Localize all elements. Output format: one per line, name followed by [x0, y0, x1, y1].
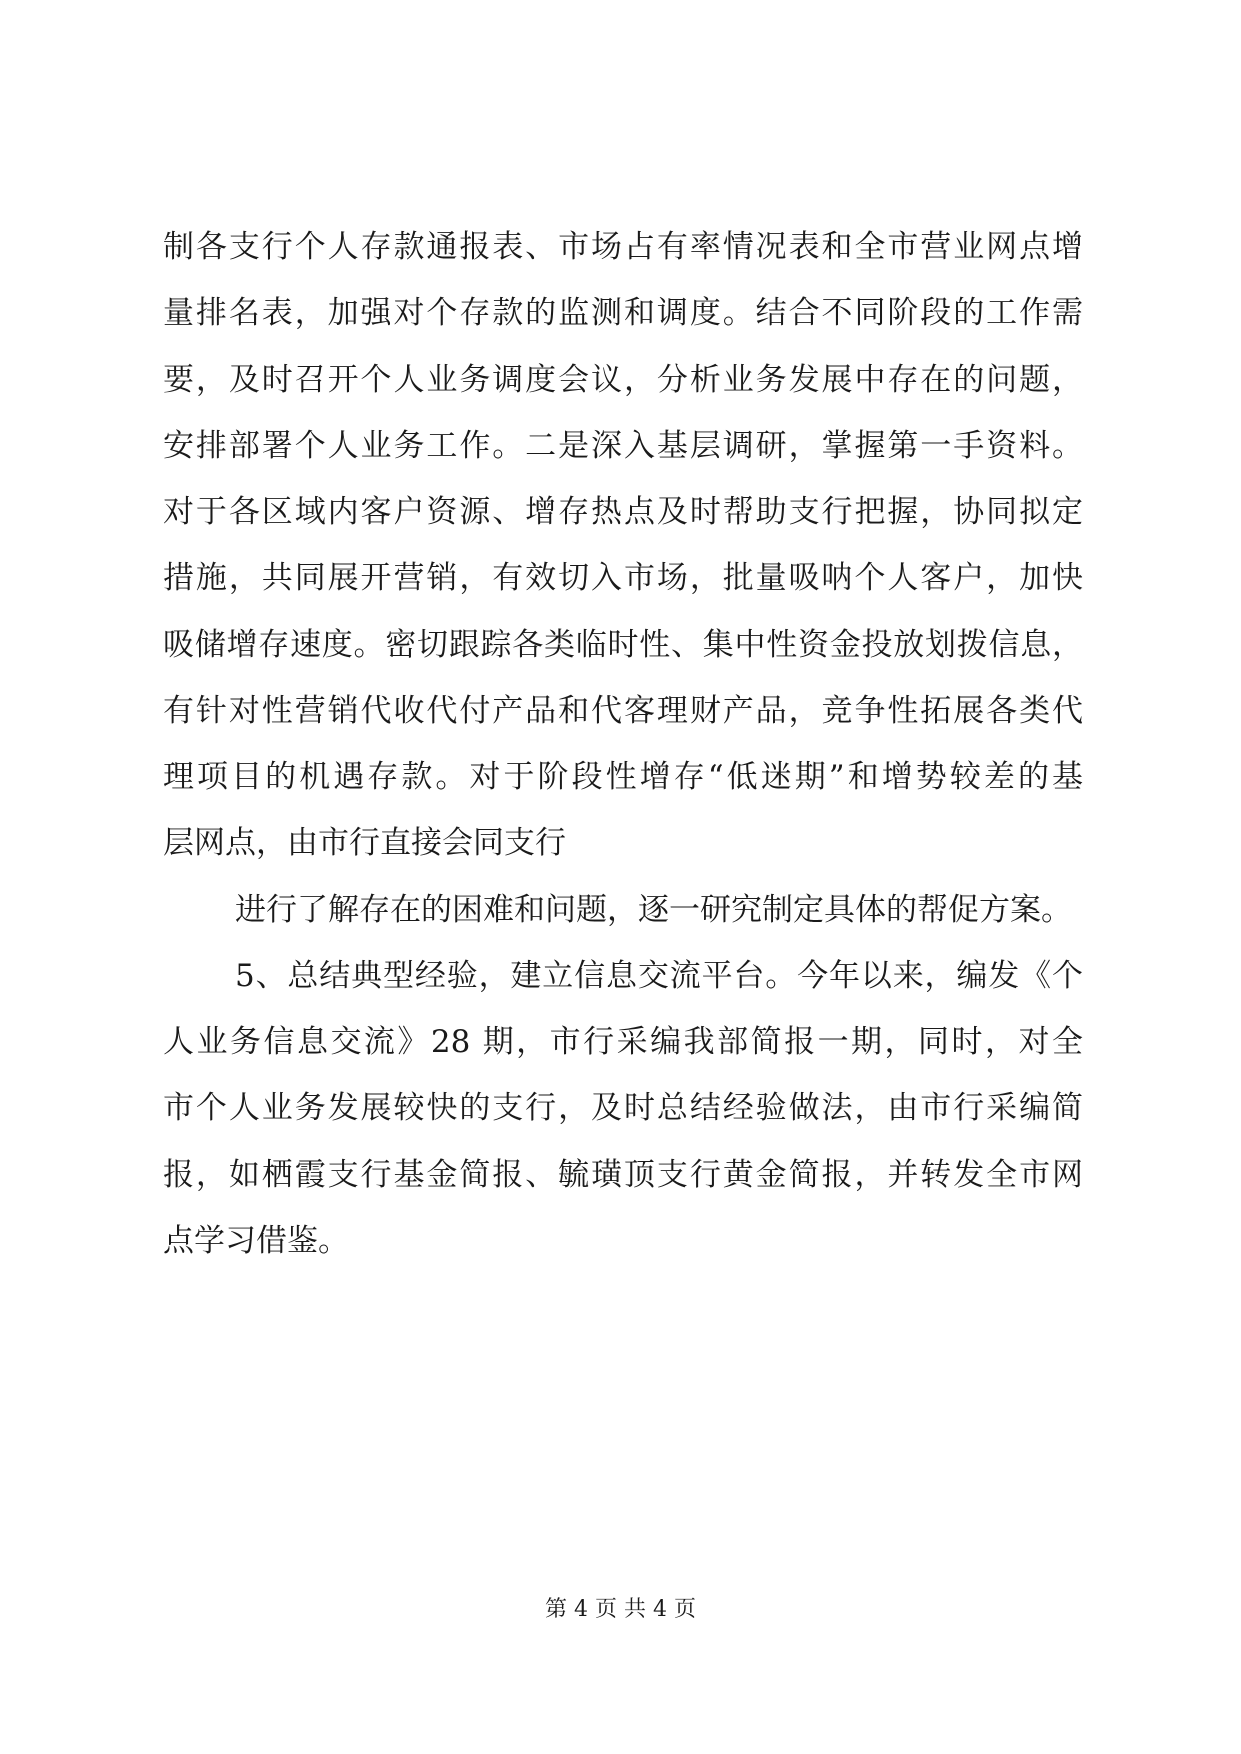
paragraph-line: 对于各区域内客户资源、增存热点及时帮助支行把握，协同拟定: [163, 494, 1083, 530]
paragraph-line: 报，如栖霞支行基金简报、毓璜顶支行黄金简报，并转发全市网: [163, 1157, 1083, 1193]
paragraph-line: 要，及时召开个人业务调度会议，分析业务发展中存在的问题，: [163, 362, 1083, 398]
paragraph-line: 人业务信息交流》28 期，市行采编我部简报一期，同时，对全: [163, 1024, 1083, 1060]
paragraph-line: 有针对性营销代收代付产品和代客理财产品，竞争性拓展各类代: [163, 693, 1083, 729]
paragraph-line: 层网点，由市行直接会同支行: [163, 825, 566, 861]
paragraph-line: 吸储增存速度。密切跟踪各类临时性、集中性资金投放划拨信息，: [163, 627, 1083, 663]
paragraph-line: 进行了解存在的困难和问题，逐一研究制定具体的帮促方案。: [235, 892, 1072, 928]
paragraph-line: 制各支行个人存款通报表、市场占有率情况表和全市营业网点增: [163, 229, 1083, 265]
paragraph-line: 量排名表，加强对个存款的监测和调度。结合不同阶段的工作需: [163, 295, 1083, 331]
paragraph-line: 点学习借鉴。: [163, 1223, 349, 1259]
paragraph-line: 措施，共同展开营销，有效切入市场，批量吸呐个人客户，加快: [163, 560, 1083, 596]
paragraph-line: 理项目的机遇存款。对于阶段性增存“低迷期”和增势较差的基: [163, 759, 1083, 795]
paragraph-line: 5、总结典型经验，建立信息交流平台。今年以来，编发《个: [235, 958, 1083, 994]
paragraph-line: 安排部署个人业务工作。二是深入基层调研，掌握第一手资料。: [163, 428, 1083, 464]
page-number-footer: 第 4 页 共 4 页: [545, 1597, 696, 1622]
paragraph-line: 市个人业务发展较快的支行，及时总结经验做法，由市行采编简: [163, 1090, 1083, 1126]
